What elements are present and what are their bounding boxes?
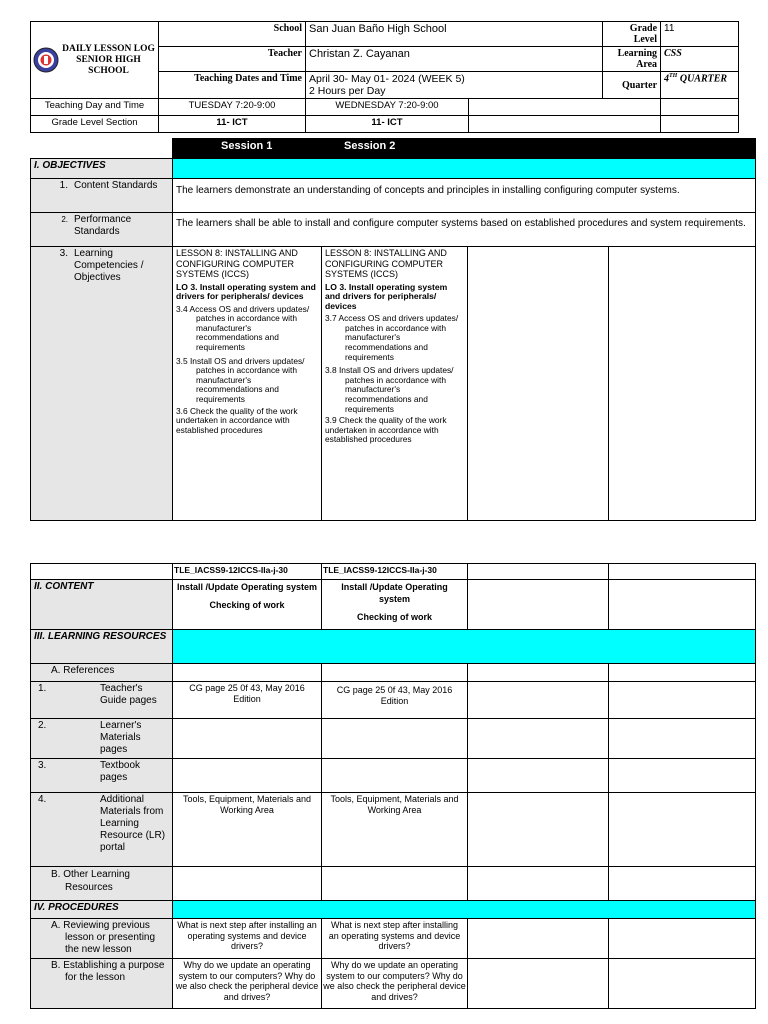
s2-content-topic: Install /Update Operating system <box>341 582 448 604</box>
s2-additional-materials: Tools, Equipment, Materials and Working Area <box>322 793 468 867</box>
teaching-dates-label: Teaching Dates and Time <box>159 72 306 99</box>
proc-b-label: B. Establishing a purpose for the lesson <box>31 959 173 1009</box>
session2-competencies <box>322 247 468 521</box>
s1-content-check: Checking of work <box>209 600 285 610</box>
s1-additional-materials: Tools, Equipment, Materials and Working Area <box>173 793 322 867</box>
s2-content-check: Checking of work <box>356 612 432 622</box>
s2-teachers-guide: CG page 25 0f 43, May 2016 Edition <box>322 682 468 719</box>
s1-lo: LO 3. Install operating system and drivers for peripherals/ devices <box>176 281 316 302</box>
resources-heading: III. LEARNING RESOURCES <box>31 630 173 664</box>
section1-value: 11- ICT <box>159 116 306 133</box>
additional-materials-label: 4. Additional Materials from Learning Resource (LR) portal <box>38 794 166 853</box>
references-label: A. References <box>31 664 173 682</box>
hours-per-day: 2 Hours per Day <box>309 85 386 97</box>
s1-content-topic: Install /Update Operating system <box>176 582 318 592</box>
learners-materials-label: 2. Learner's Materials pages <box>38 720 142 755</box>
other-resources-label: B. Other Learning Resources <box>31 867 173 901</box>
teaching-dates-value: April 30- May 01- 2024 (WEEK 5) <box>309 73 465 85</box>
grade-level-value: 11 <box>661 22 739 47</box>
s1-code: TLE_IACSS9-12ICCS-IIa-j-30 <box>173 564 322 580</box>
s2-item1: 3.7 Access OS and drivers updates/ patches in accordance with manufacturer's recommendations and requirements <box>325 313 459 362</box>
dll-title: DAILY LESSON LOG <box>62 43 155 54</box>
objectives-table <box>30 138 756 521</box>
procedures-heading: IV. PROCEDURES <box>31 901 173 919</box>
section2-value: 11- ICT <box>306 116 469 133</box>
s2-code: TLE_IACSS9-12ICCS-IIa-j-30 <box>322 564 468 580</box>
learning-area-label: Learning Area <box>603 47 661 72</box>
session2-header: Session 2 <box>322 139 468 159</box>
deped-seal-icon <box>33 47 59 73</box>
performance-standards-text: The learners shall be able to install and configure computer systems based on established procedures and system requirements. <box>173 213 756 247</box>
objectives-heading: I. OBJECTIVES <box>31 159 173 179</box>
competencies-label: 3. Learning Competencies / Objectives <box>59 248 144 283</box>
s1-item2: 3.5 Install OS and drivers updates/ patches in accordance with manufacturer's recommendations and requirements <box>176 355 305 405</box>
session1-competencies <box>173 247 322 521</box>
s1-proc-b: Why do we update an operating system to our computers? Why do we also check the peripheral device and drives? <box>173 959 322 1009</box>
s2-proc-a: What is next step after installing an operating systems and device drivers? <box>322 919 468 959</box>
session1-header: Session 1 <box>173 139 322 159</box>
day1-value: TUESDAY 7:20-9:00 <box>159 99 306 116</box>
s2-proc-b: Why do we update an operating system to our computers? Why do we also check the peripheral device and drives? <box>322 959 468 1009</box>
learning-area-value: CSS <box>661 47 739 72</box>
s2-item2: 3.8 Install OS and drivers updates/ patches in accordance with manufacturer's recommendations and requirements <box>325 365 454 414</box>
teachers-guide-label: 1. Teacher's Guide pages <box>38 683 157 706</box>
quarter-label: Quarter <box>603 72 661 99</box>
content-standards-text: The learners demonstrate an understanding of concepts and principles in installing configuring computer systems. <box>173 179 756 213</box>
teaching-day-label: Teaching Day and Time <box>31 99 159 116</box>
quarter-value: 4TH QUARTER <box>661 72 739 99</box>
grade-section-label: Grade Level Section <box>31 116 159 133</box>
day2-value: WEDNESDAY 7:20-9:00 <box>306 99 469 116</box>
s2-lesson: LESSON 8: INSTALLING AND CONFIGURING COMPUTER SYSTEMS (ICCS) <box>325 248 447 279</box>
dll-subtitle: SENIOR HIGH SCHOOL <box>76 54 141 76</box>
s2-lo: LO 3. Install operating system and drivers for peripherals/ devices <box>325 281 448 311</box>
proc-a-label: A. Reviewing previous lesson or presenting the new lesson <box>31 919 173 959</box>
s1-lesson: LESSON 8: INSTALLING AND CONFIGURING COMPUTER SYSTEMS (ICCS) <box>176 248 298 279</box>
s1-item1: 3.4 Access OS and drivers updates/ patches in accordance with manufacturer's recommendations and requirements <box>176 303 310 353</box>
logo-cell <box>31 22 159 99</box>
content-heading: II. CONTENT <box>31 580 173 630</box>
textbook-label: 3. Textbook pages <box>38 760 141 783</box>
header-table <box>30 21 739 133</box>
school-value: San Juan Baño High School <box>306 22 603 47</box>
s1-item3: 3.6 Check the quality of the work undertaken in accordance with established procedures <box>176 405 298 435</box>
teacher-label: Teacher <box>159 47 306 72</box>
s1-teachers-guide: CG page 25 0f 43, May 2016 Edition <box>173 682 322 719</box>
school-label: School <box>159 22 306 47</box>
s2-item3: 3.9 Check the quality of the work undertaken in accordance with established procedures <box>325 415 447 445</box>
performance-standards-label: 2. Performance Standards <box>61 214 132 237</box>
teacher-value: Christan Z. Cayanan <box>306 47 603 72</box>
s1-proc-a: What is next step after installing an operating systems and device drivers? <box>173 919 322 959</box>
content-standards-label: 1. Content Standards <box>59 180 158 191</box>
content-resources-table <box>30 563 756 1009</box>
grade-level-label: Grade Level <box>603 22 661 47</box>
